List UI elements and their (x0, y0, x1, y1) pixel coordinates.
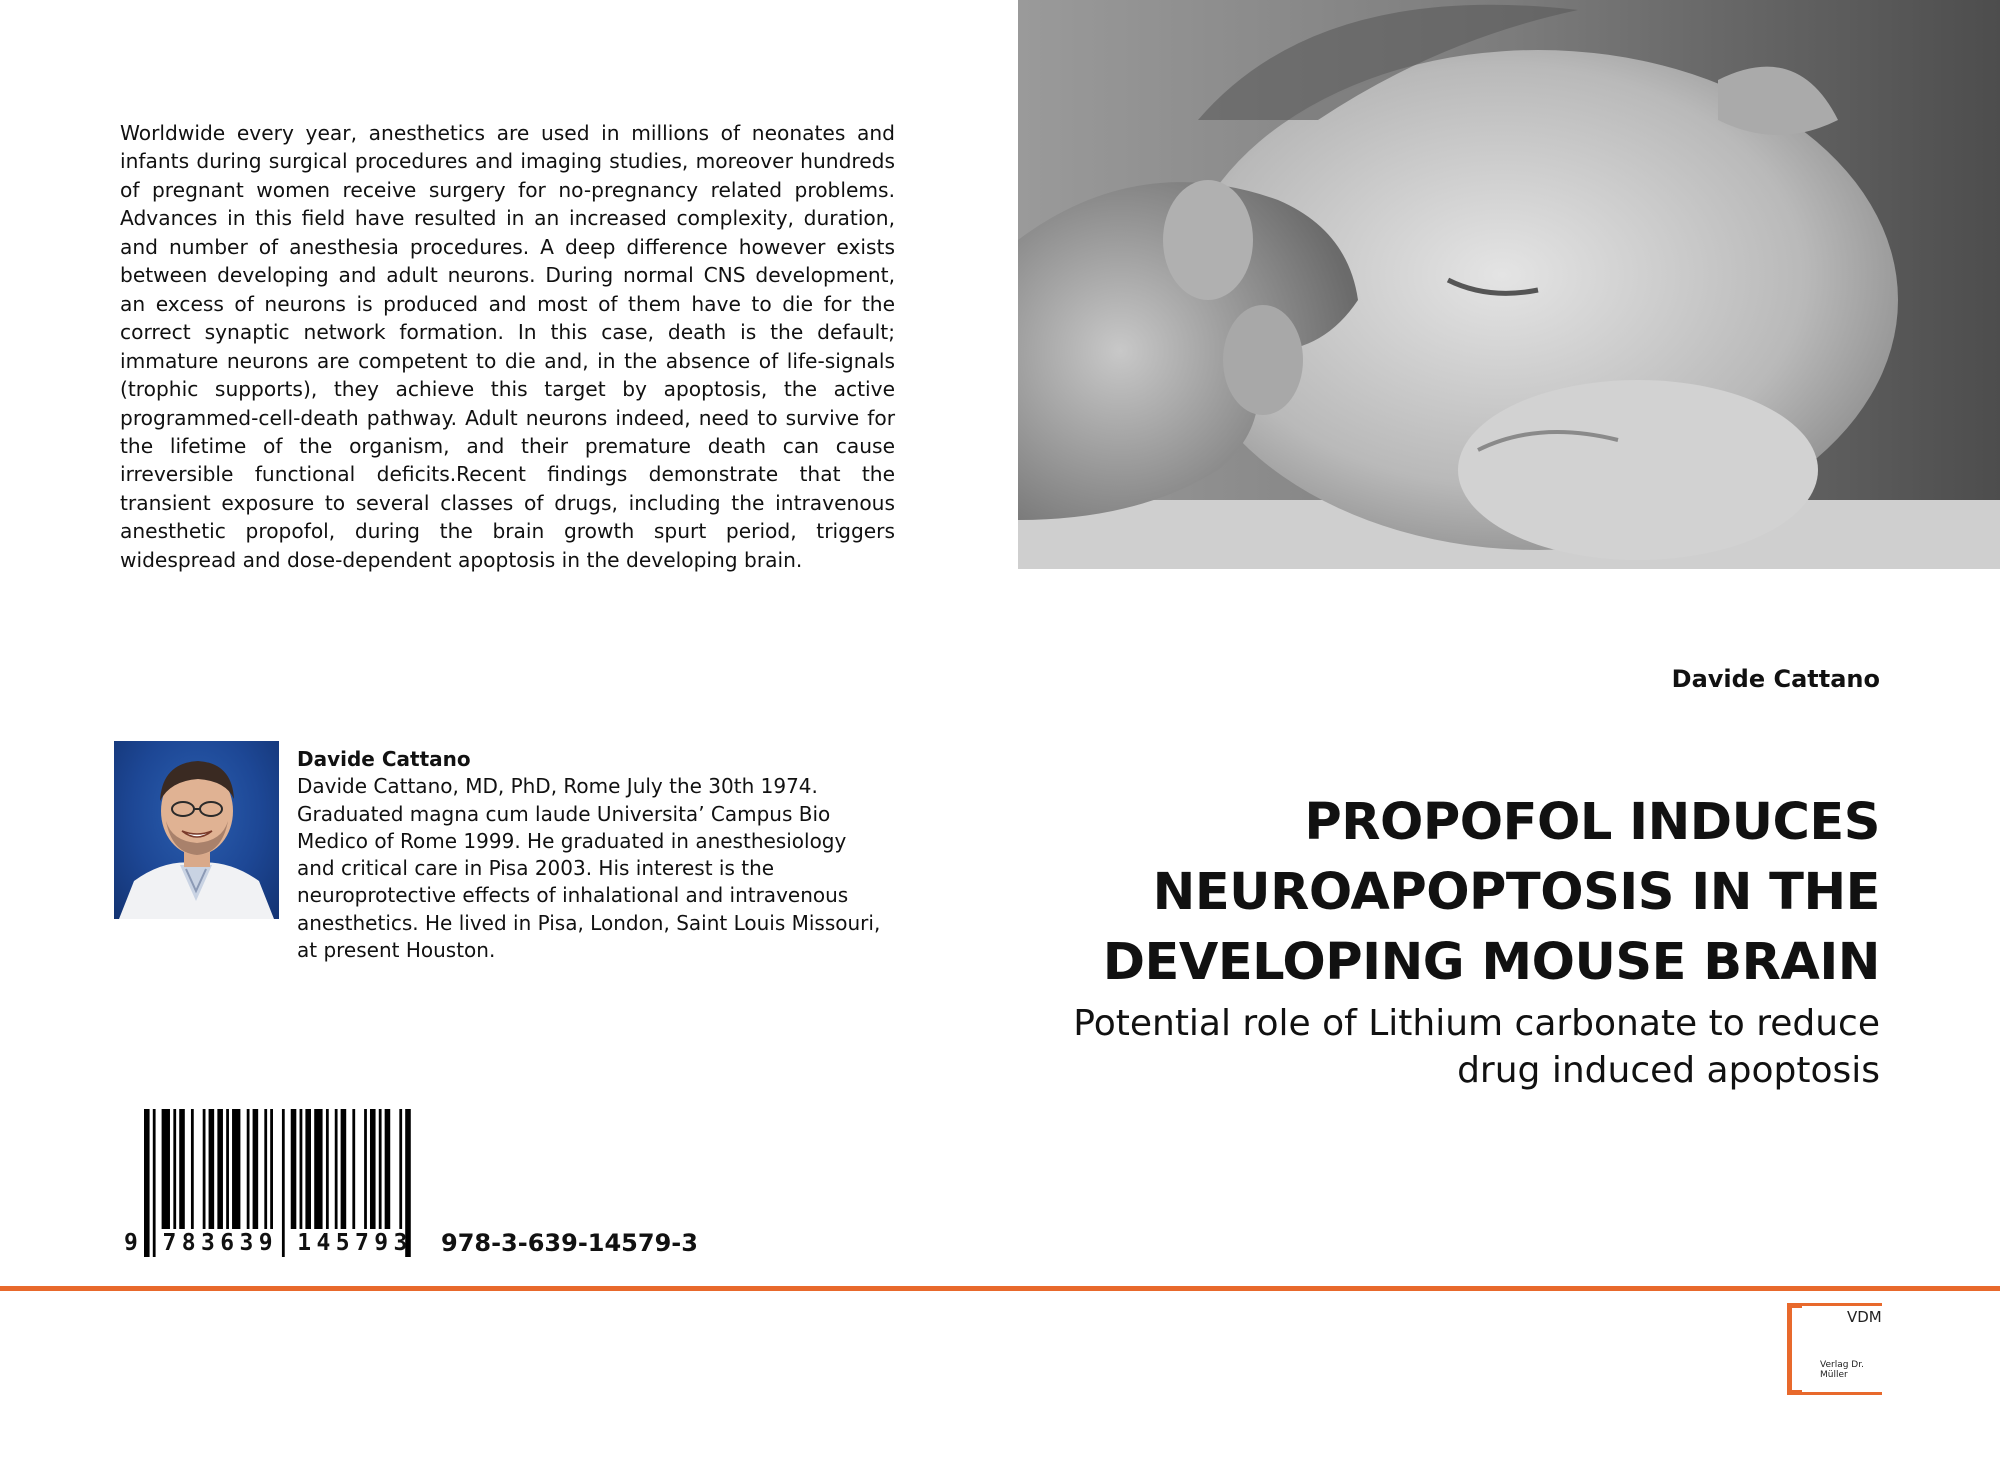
author-bio (297, 746, 887, 964)
isbn-number: 978-3-639-14579-3 (441, 1229, 698, 1257)
author-bio-name: Davide Cattano (297, 747, 471, 771)
author-photo (114, 741, 279, 919)
back-cover-blurb: Worldwide every year, anesthetics are used in millions of neonates and infants during surgical procedures and imaging studies, moreover hundreds of pregnant women receive surgery for no-pregnancy related problems. Advances in this field have resulted in an increased complexity, duration, and number of anesthesia procedures. A deep difference however exists between developing and adult neurons. During normal CNS development, an excess of neurons is produced and most of them have to die for the correct synaptic network formation. In this case, death is the default; immature neurons are competent to die and, in the absence of life-signals (trophic supports), they achieve this target by apoptosis, the active programmed-cell-death pathway. Adult neurons indeed, need to survive for the lifetime of the organism, and their premature death can cause irreversible functional deficits.Recent findings demonstrate that the transient exposure to several classes of drugs, including the intravenous anesthetic propofol, during the brain growth spurt period, triggers widespread and dose-dependent apoptosis in the developing brain. (120, 121, 895, 572)
author-bio-text: Davide Cattano, MD, PhD, Rome July the 30th 1974. Graduated magna cum laude Universita’ Campus Bio Medico of Rome 1999. He graduated in anesthesiology and critical care in Pisa 2003. His interest is the neuroprotective effects of inhalational and intravenous anesthetics. He lived in Pisa, London, Saint Louis Missouri, at present Houston. (297, 774, 881, 963)
author-portrait-illustration (114, 741, 279, 919)
sleeping-baby-photo (1018, 0, 2000, 569)
barcode-digits: 9 783639 145793 (124, 1230, 413, 1256)
book-title: PROPOFOL INDUCES NEUROAPOPTOSIS IN THE DEVELOPING MOUSE BRAIN (1102, 793, 1880, 992)
publisher-logo-text: VDM (1847, 1308, 1882, 1326)
front-cover-author: Davide Cattano (1671, 665, 1880, 693)
book-subtitle: Potential role of Lithium carbonate to reduce drug induced apoptosis (1073, 1003, 1880, 1091)
publisher-logo (1787, 1303, 1882, 1395)
cover-photo (1018, 0, 2000, 569)
orange-divider (0, 1286, 2000, 1291)
publisher-logo-subtext: Verlag Dr. Müller (1820, 1360, 1864, 1380)
